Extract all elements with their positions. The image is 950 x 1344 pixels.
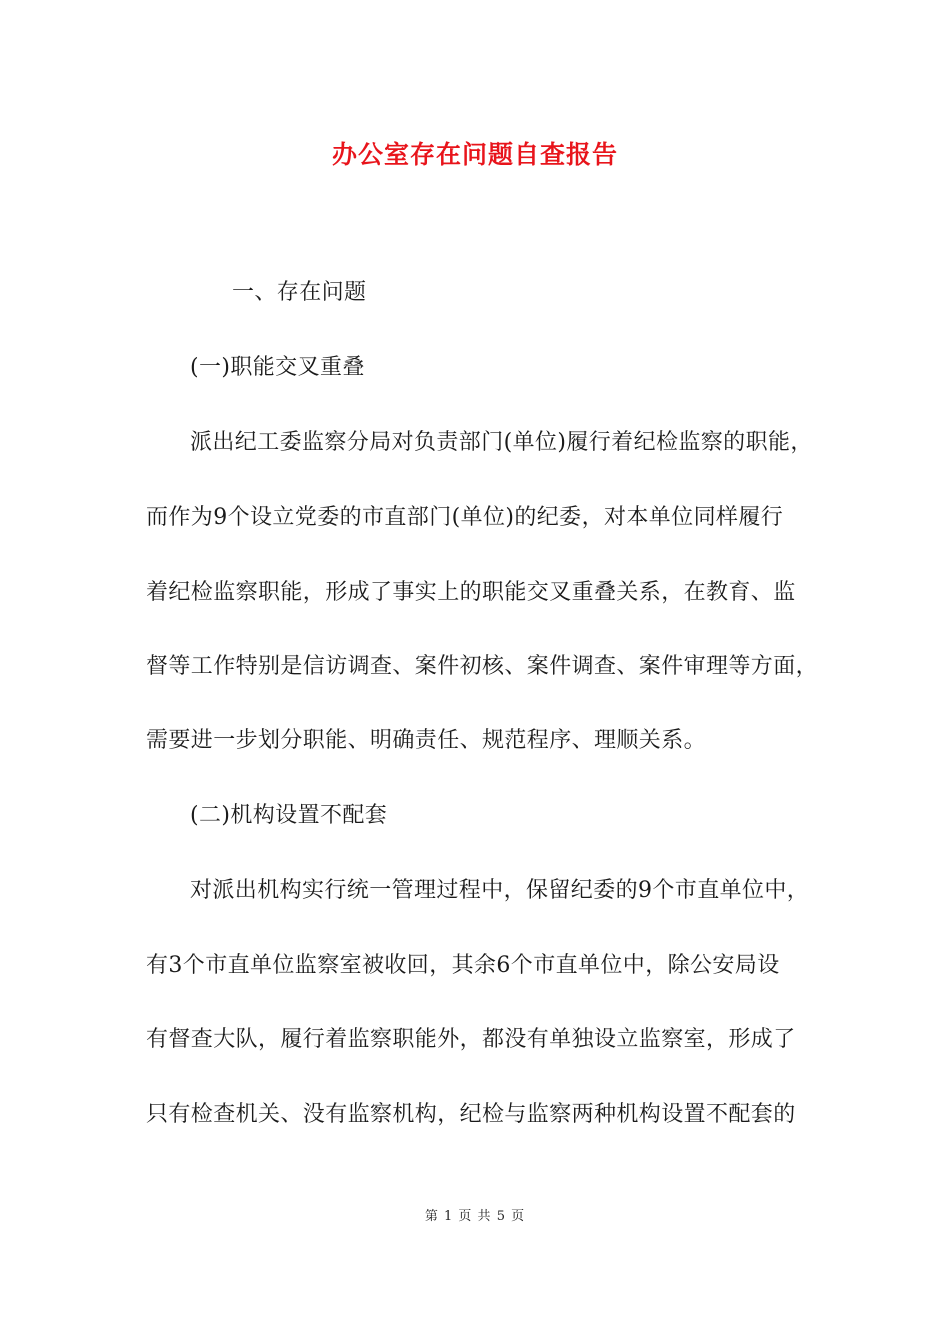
paragraph-line: 只有检查机关、没有监察机构，纪检与监察两种机构设置不配套的 [146, 1102, 796, 1127]
document-title: 办公室存在问题自查报告 [331, 140, 618, 169]
paragraph-line: 有督查大队，履行着监察职能外，都没有单独设立监察室，形成了 [146, 1027, 796, 1052]
paragraph-line: 对派出机构实行统一管理过程中，保留纪委的9个市直单位中， [190, 878, 810, 903]
paragraph-line: 着纪检监察职能，形成了事实上的职能交叉重叠关系，在教育、监 [146, 580, 796, 605]
paragraph-line: 需要进一步划分职能、明确责任、规范程序、理顺关系。 [146, 728, 707, 753]
section-heading: 一、存在问题 [232, 280, 367, 305]
paragraph-line: 督等工作特别是信访调查、案件初核、案件调查、案件审理等方面， [146, 654, 819, 679]
page-footer: 第 1 页 共 5 页 [424, 1209, 526, 1224]
paragraph-line: 而作为9个设立党委的市直部门(单位)的纪委，对本单位同样履行 [146, 505, 784, 530]
subsection-heading: (一)职能交叉重叠 [190, 355, 365, 380]
paragraph-line: 派出纪工委监察分局对负责部门(单位)履行着纪检监察的职能， [190, 430, 813, 455]
subsection-heading: (二)机构设置不配套 [190, 803, 388, 828]
paragraph-line: 有3个市直单位监察室被收回，其余6个市直单位中，除公安局设 [146, 953, 780, 978]
